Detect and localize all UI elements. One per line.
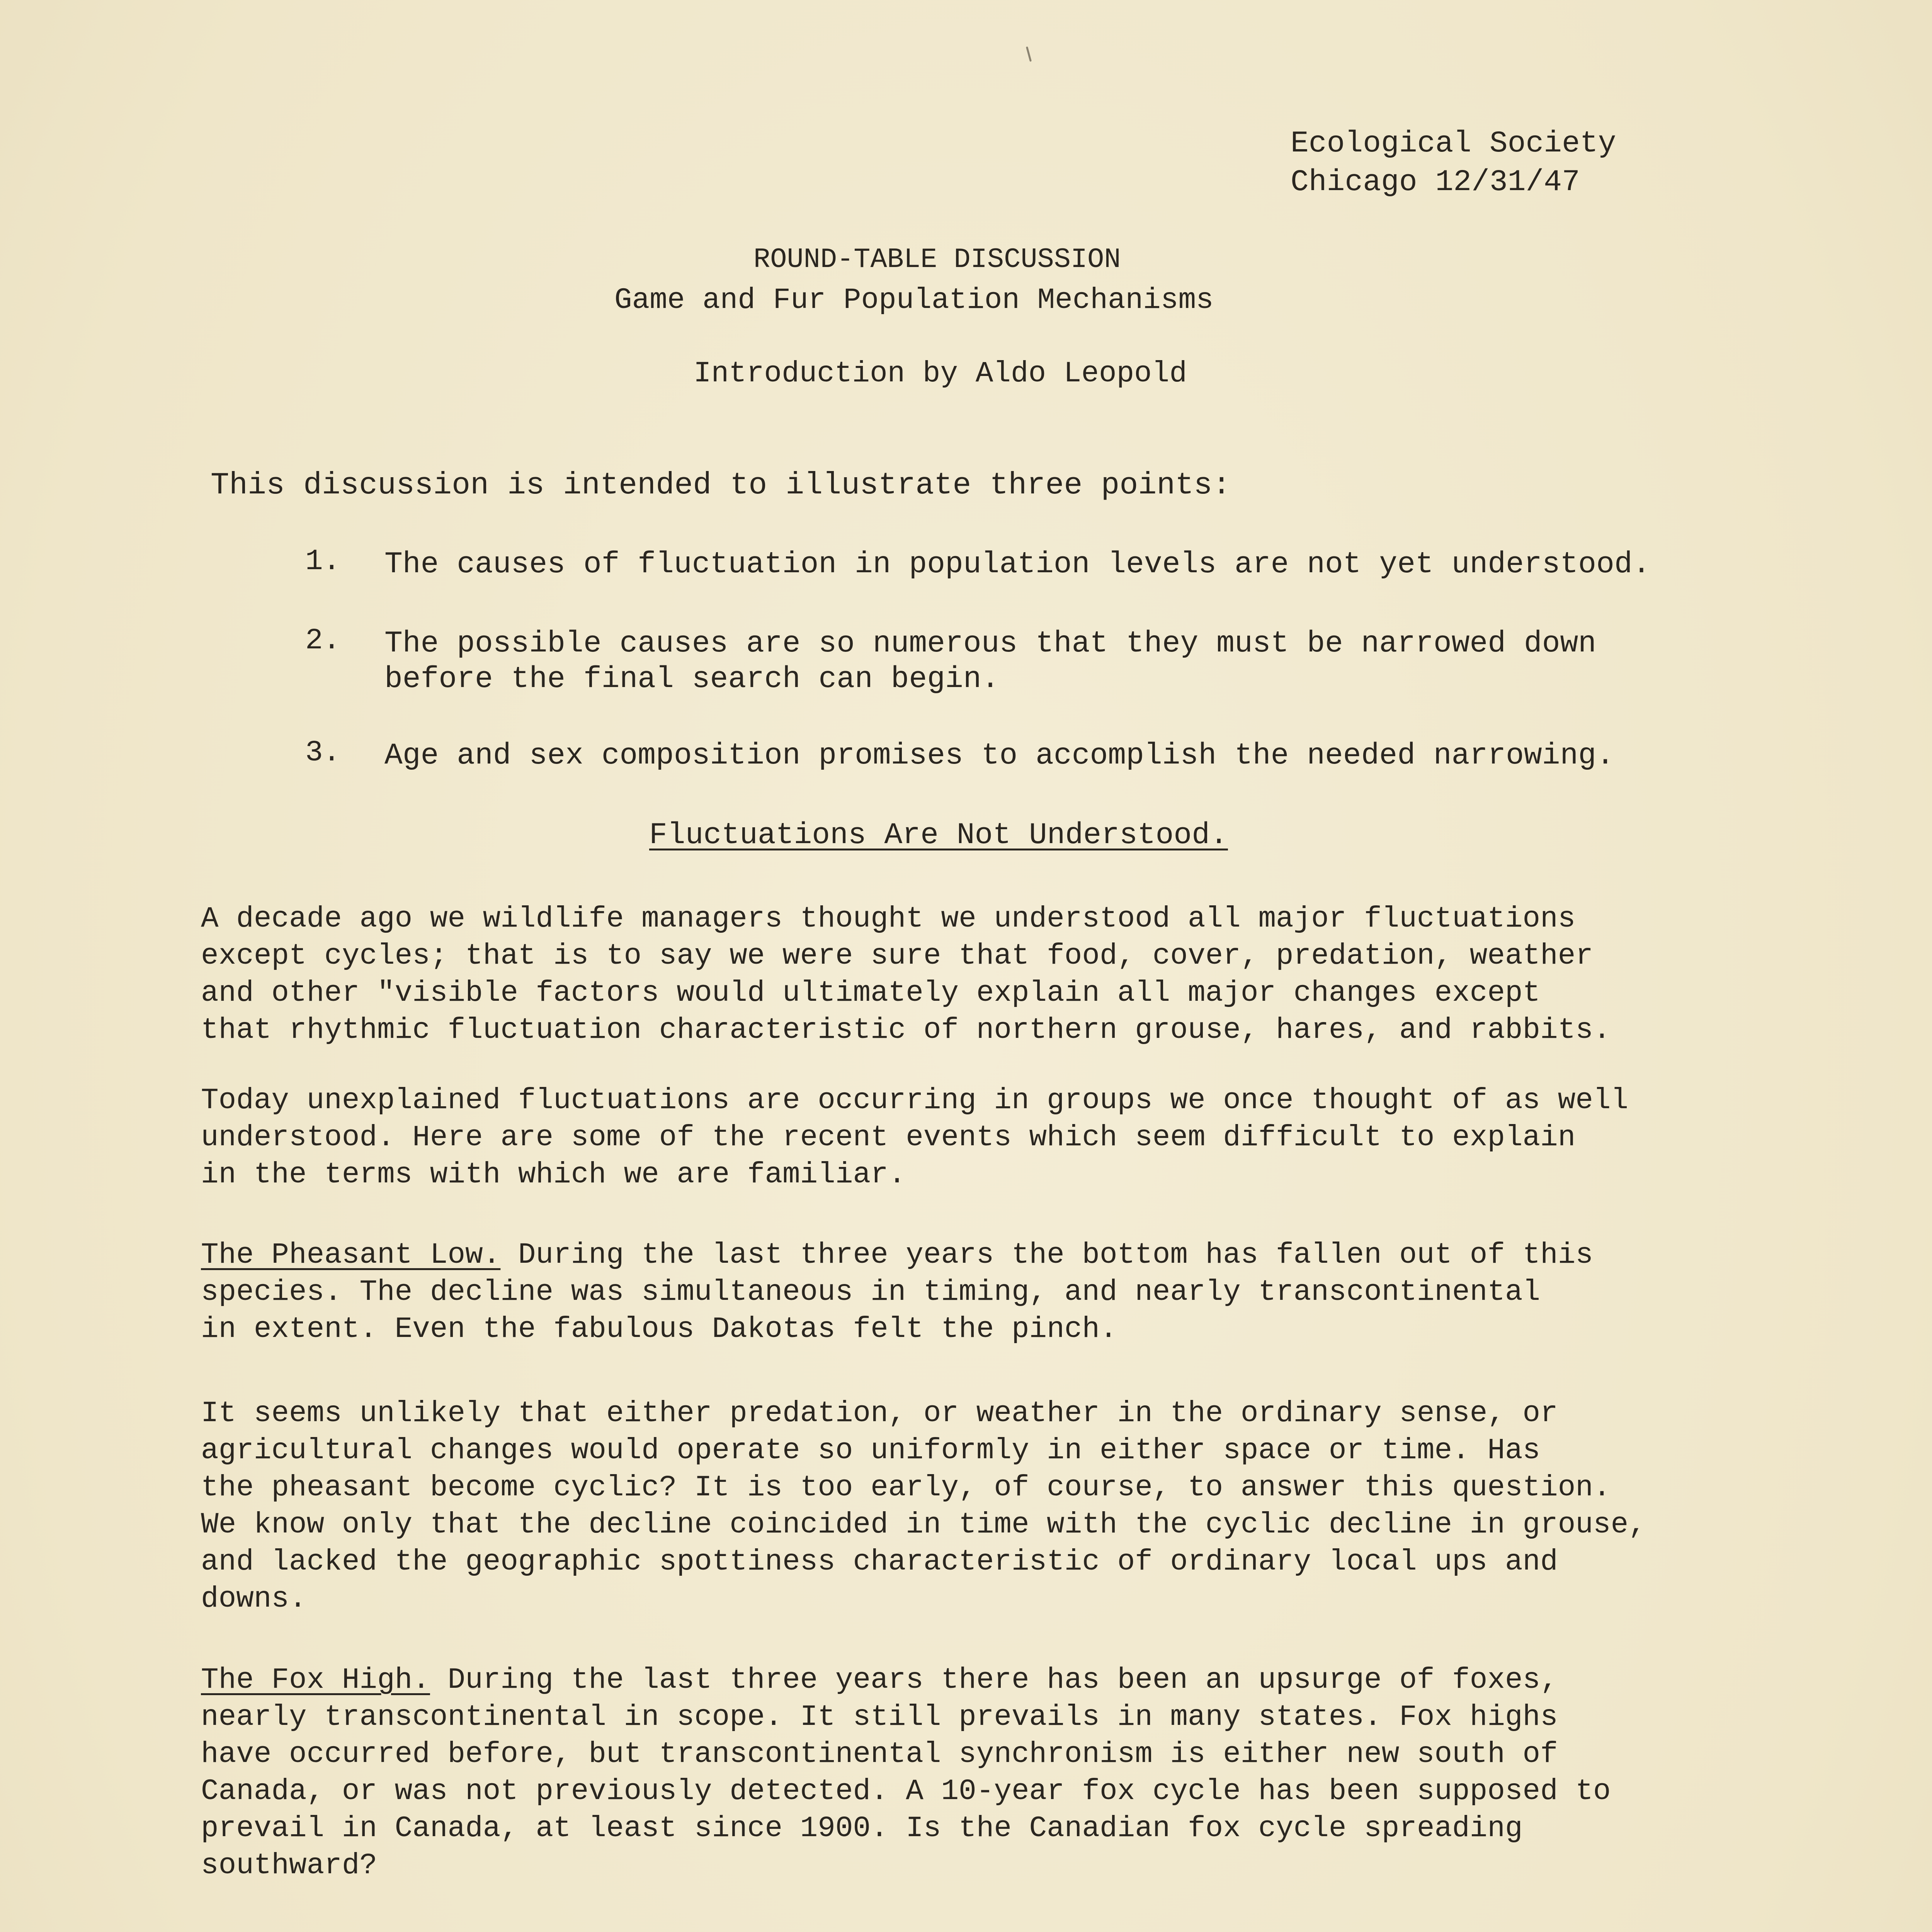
title-line1: ROUND-TABLE DISCUSSION xyxy=(753,244,1121,276)
paragraph-fox-high xyxy=(201,1662,1611,1884)
paragraph-1: A decade ago we wildlife managers thought we understood all major fluctuations except cycles; that is to say we were sure that food, cover, predation, weather and other "visible factors would ultimately explain all major changes except that rhythmic fluctuation characteristic of northern grouse, hares, and rabbits. xyxy=(201,902,1611,1047)
pheasant-low-heading: The Pheasant Low. xyxy=(201,1238,501,1272)
paragraph-pheasant-low xyxy=(201,1236,1593,1348)
header-org: Ecological Society xyxy=(1291,127,1616,161)
pheasant-low-body: During the last three years the bottom has fallen out of this species. The decline was simultaneous in timing, and nearly transcontinental in extent. Even the fabulous Dakotas felt the pinch. xyxy=(201,1238,1593,1346)
title-line3: Introduction by Aldo Leopold xyxy=(694,357,1187,390)
point-3-number: 3. xyxy=(305,736,341,769)
point-3-text: Age and sex composition promises to accomplish the needed narrowing. xyxy=(384,739,1614,773)
title-line2: Game and Fur Population Mechanisms xyxy=(614,284,1214,317)
section-heading: Fluctuations Are Not Understood. xyxy=(649,818,1228,852)
point-2-number: 2. xyxy=(305,624,341,657)
point-1-number: 1. xyxy=(305,545,341,578)
paragraph-2: Today unexplained fluctuations are occurring in groups we once thought of as well understood. Here are some of the recent events which seem difficult to explain in the terms with which we are familiar. xyxy=(201,1084,1629,1191)
top-pencil-tick xyxy=(1026,46,1032,62)
intro-text: This discussion is intended to illustrate three points: xyxy=(211,468,1231,503)
point-1-text: The causes of fluctuation in population levels are not yet understood. xyxy=(384,548,1651,582)
point-2-text: The possible causes are so numerous that they must be narrowed down before the final search can begin. xyxy=(384,627,1597,696)
fox-high-heading: The Fox High. xyxy=(201,1663,430,1697)
paragraph-4: It seems unlikely that either predation, or weather in the ordinary sense, or agricultural changes would operate so uniformly in either space or time. Has the pheasant become cyclic? It is too early, of course, to answer this question. We know only that the decline coincided in time with the cyclic decline in grouse, and lacked the geographic spottiness characteristic of ordinary local ups and downs. xyxy=(201,1397,1646,1616)
fox-high-body: During the last three years there has been an upsurge of foxes, nearly transcontinental in scope. It still prevails in many states. Fox highs have occurred before, but transcontinental synchronism is either new south of Canada, or was not previously detected. A 10-year fox cycle has been supposed to prevail in Canada, at least since 1900. Is the Canadian fox cycle spreading southward? xyxy=(201,1663,1611,1882)
header-place-date: Chicago 12/31/47 xyxy=(1291,165,1580,199)
